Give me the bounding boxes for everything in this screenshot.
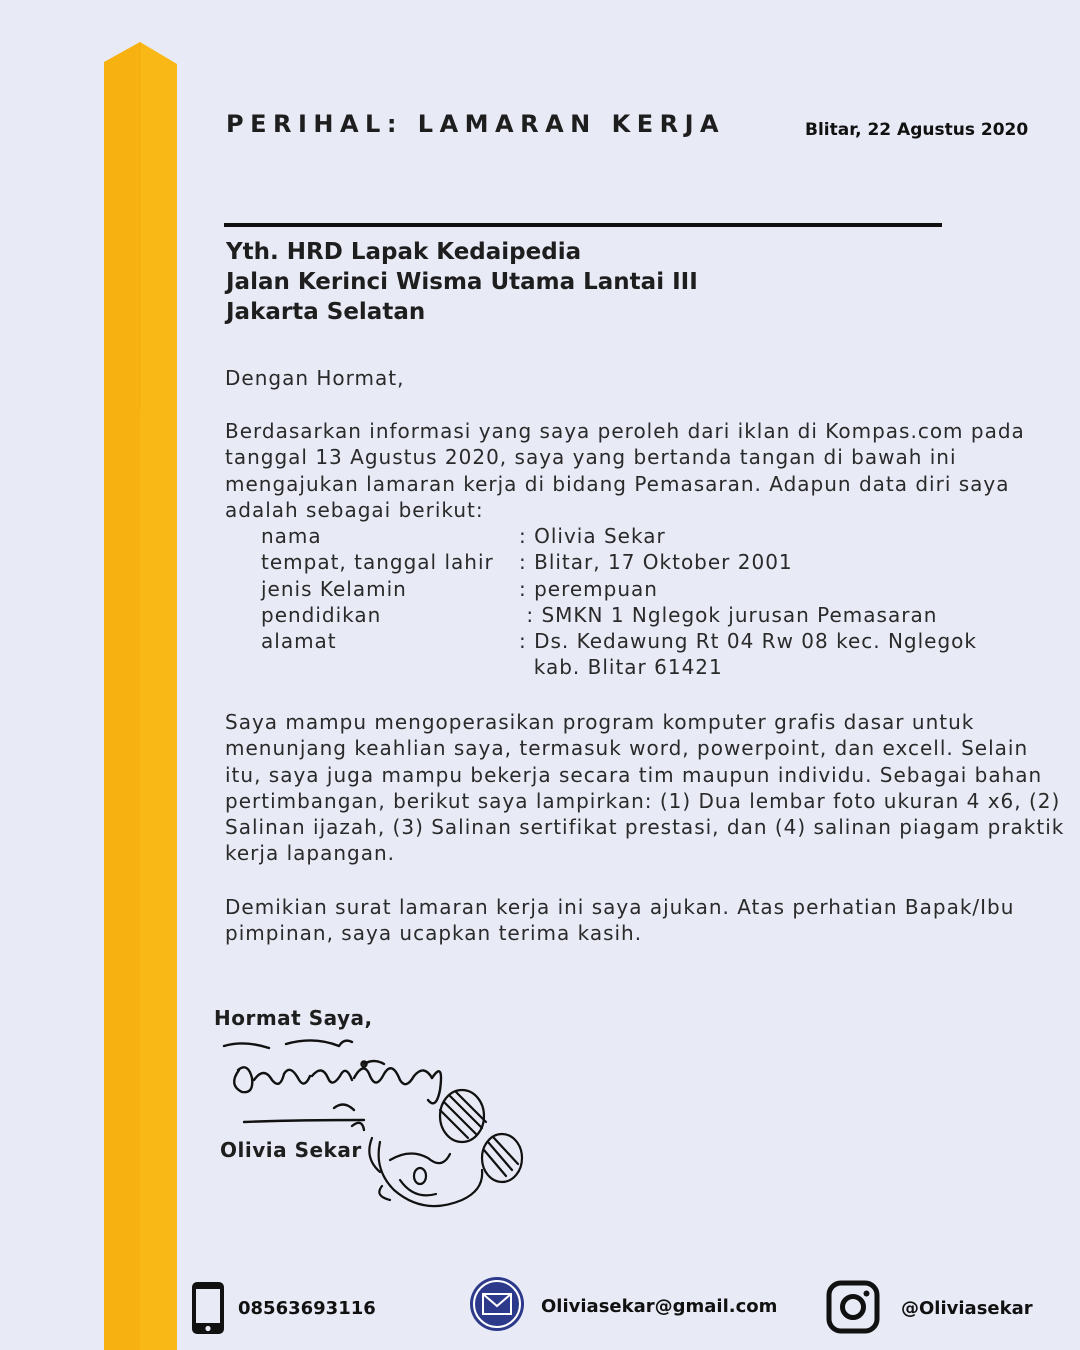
paragraph-line: Demikian surat lamaran kerja ini saya ajukan. Atas perhatian Bapak/Ibu [225,895,1015,919]
detail-value: : Blitar, 17 Oktober 2001 [519,550,793,575]
envelope-icon [468,1275,526,1333]
contact-instagram[interactable]: @Oliviasekar [901,1298,1033,1319]
detail-label: tempat, tanggal lahir [261,550,494,575]
paragraph-line: menunjang keahlian saya, termasuk word, powerpoint, dan excell. Selain [225,736,1029,761]
detail-value: : Ds. Kedawung Rt 04 Rw 08 kec. Nglegok [519,629,978,654]
paragraph-line: kerja lapangan. [225,841,395,866]
phone-icon [190,1280,226,1336]
paragraph-line: itu, saya juga mampu bekerja secara tim maupun individu. Sebagai bahan [225,762,1043,787]
detail-label: jenis Kelamin [261,576,407,601]
letter-date: Blitar, 22 Agustus 2020 [805,120,1029,140]
detail-row [261,654,977,680]
paragraph-line: pertimbangan, berikut saya lampirkan: (1) Dua lembar foto ukuran 4 x6, (2) [225,788,1061,813]
detail-label [261,654,519,680]
detail-row [261,576,977,602]
paragraph-closing [225,894,1014,947]
paragraph-intro [225,418,1065,523]
paragraph-line: pimpinan, saya ucapkan terima kasih. [225,921,643,946]
detail-label: pendidikan [261,602,382,627]
signature-name: Olivia Sekar [220,1138,362,1162]
detail-row [261,549,977,575]
letter-subject: PERIHAL: LAMARAN KERJA [226,110,726,138]
detail-row [261,523,977,549]
signature-image [214,1030,544,1220]
paragraph-line: adalah sebagai berikut: [225,497,484,522]
recipient-line: Jakarta Selatan [226,299,426,325]
paragraph-line: mengajukan lamaran kerja di bidang Pemasaran. Adapun data diri saya [225,471,1010,496]
recipient-block [226,237,698,327]
contact-email[interactable]: Oliviasekar@gmail.com [541,1296,778,1317]
instagram-icon [826,1280,880,1334]
detail-value: : Olivia Sekar [519,524,666,548]
paragraph-line: Berdasarkan informasi yang saya peroleh dari iklan di Kompas.com pada [225,419,1025,443]
detail-value: : perempuan [519,576,658,601]
recipient-line: Yth. HRD Lapak Kedaipedia [226,239,582,265]
paragraph-line: Salinan ijazah, (3) Salinan sertifikat prestasi, dan (4) salinan piagam praktik [225,815,1065,840]
greeting: Dengan Hormat, [225,366,405,390]
detail-row [261,602,977,628]
paragraph-line: Saya mampu mengoperasikan program komputer grafis dasar untuk [225,710,975,734]
detail-value: kab. Blitar 61421 [519,655,723,680]
detail-label: nama [261,524,322,548]
personal-details [261,523,977,681]
detail-value: : SMKN 1 Nglegok jurusan Pemasaran [519,602,938,627]
contact-phone[interactable]: 08563693116 [238,1298,376,1319]
recipient-line: Jalan Kerinci Wisma Utama Lantai III [226,269,698,295]
detail-row [261,628,977,654]
header-divider [224,223,942,227]
paragraph-skills [225,709,1064,867]
closing-salutation: Hormat Saya, [214,1006,373,1030]
detail-label: alamat [261,629,337,654]
paragraph-line: tanggal 13 Agustus 2020, saya yang bertanda tangan di bawah ini [225,445,957,470]
